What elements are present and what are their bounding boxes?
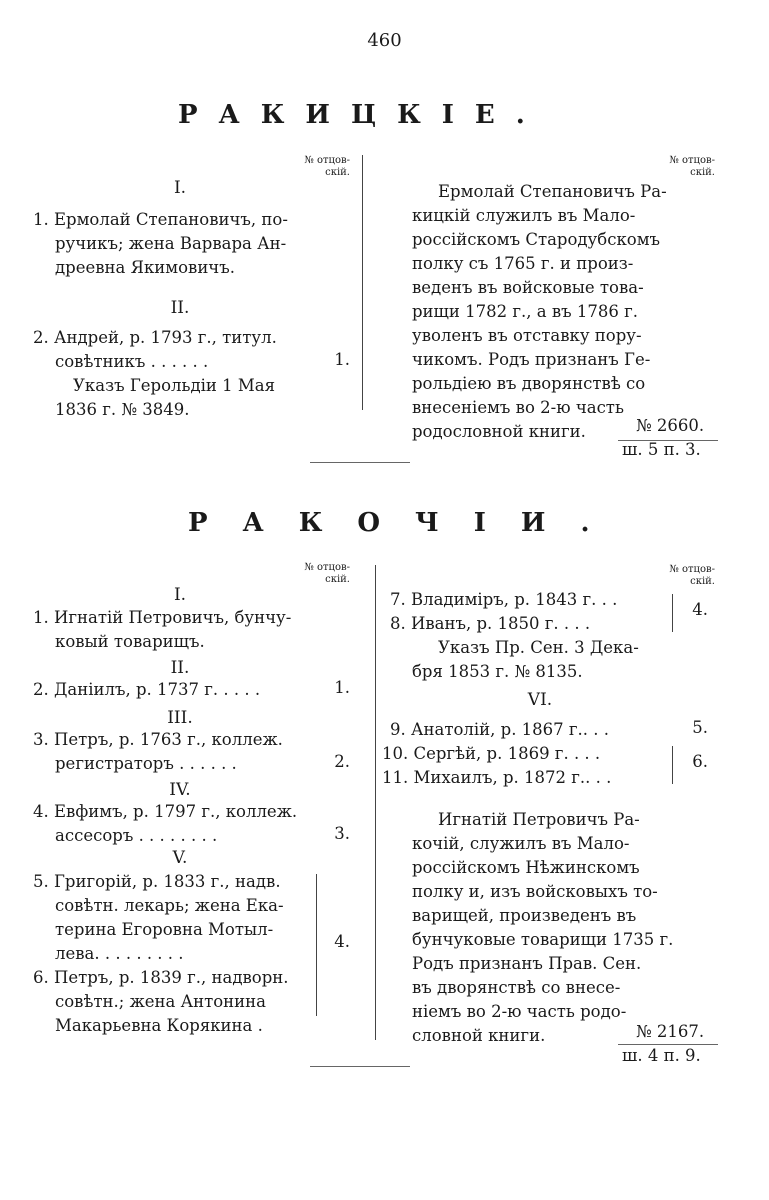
decree: Указъ Пр. Сен. 3 Дека- бря 1853 г. № 8135. <box>412 638 639 681</box>
section-separator <box>310 1066 410 1067</box>
father-number: 2. <box>334 752 350 771</box>
genealogy-entry: 2. Андрей, р. 1793 г., титул. совѣтникъ . . . . . . Указъ Герольдіи 1 Мая 1836 г. № 3849. <box>33 328 277 419</box>
father-number: 4. <box>692 600 708 619</box>
genealogy-entry: 6. Петръ, р. 1839 г., надворн. совѣтн.; жена Антонина Макарьевна Корякина . <box>33 968 289 1035</box>
genealogy-entry: 1. Ермолай Степановичъ, по- ручикъ; жена Варвара Ан- дреевна Якимовичъ. <box>33 210 288 277</box>
father-number: 4. <box>334 932 350 951</box>
column-divider <box>375 565 376 1040</box>
father-number: 5. <box>692 718 708 737</box>
genealogy-entry: 11. Михаилъ, р. 1872 г.. . . <box>382 768 612 787</box>
genealogy-entry: 8. Иванъ, р. 1850 г. . . . <box>390 614 591 633</box>
genealogy-entry: 5. Григорій, р. 1833 г., надв. совѣтн. лекарь; жена Ека- терина Егоровна Мотыл- лева. . . . . . . . . <box>33 872 284 963</box>
father-number: 6. <box>692 752 708 771</box>
generation-heading: VI. <box>527 690 553 710</box>
genealogy-entry: 9. Анатолій, р. 1867 г.. . . <box>390 720 610 739</box>
father-column-header: № отцов- скій. <box>304 155 350 178</box>
father-column-header: № отцов- скій. <box>304 562 350 585</box>
genealogy-entry: 4. Евфимъ, р. 1797 г., коллеж. ассесоръ . . . . . . . . <box>33 802 298 845</box>
genealogy-entry: 10. Сергѣй, р. 1869 г. . . . <box>382 744 601 763</box>
generation-heading: IV. <box>169 780 191 800</box>
family-note: Ермолай Степановичъ Ра- кицкій служилъ въ Мало- россійскомъ Стародубскомъ полку съ 1765 г. и произ- веденъ въ войсковые това- рищи 1782 г., а въ 1786 г. уволенъ въ отставку пору- чикомъ. Родъ признанъ Ге- рольдіею въ дворянствѣ со внесеніемъ во 2-ю часть родословной книги. <box>412 182 667 441</box>
bracket <box>672 746 673 784</box>
page-number: 460 <box>367 30 402 51</box>
generation-heading: V. <box>172 848 188 868</box>
section-title-rakochii: РАКОЧІИ. <box>188 508 625 538</box>
father-number: 1. <box>334 350 350 369</box>
genealogy-entry: 7. Владиміръ, р. 1843 г. . . <box>390 590 618 609</box>
father-number: 1. <box>334 678 350 697</box>
father-number: 3. <box>334 824 350 843</box>
generation-heading: II. <box>170 298 190 318</box>
genealogy-entry: 3. Петръ, р. 1763 г., коллеж. регистраторъ . . . . . . <box>33 730 283 773</box>
column-divider <box>362 155 363 410</box>
father-column-header: № отцов- скій. <box>669 155 715 178</box>
section-title-rakitskie: РАКИЦКІЕ. <box>178 100 546 130</box>
genealogy-entry: 2. Даніилъ, р. 1737 г. . . . . <box>33 680 261 699</box>
record-number: № 2167. <box>636 1022 705 1041</box>
section-separator <box>310 462 410 463</box>
father-column-header: № отцов- скій. <box>669 564 715 587</box>
family-note: Игнатій Петровичъ Ра- кочій, служилъ въ Мало- россійскомъ Нѣжинскомъ полку и, изъ войсковыхъ то- варищей, произведенъ въ бунчуковые товарищи 1735 г. Родъ признанъ Прав. Сен. въ дворянствѣ со внесе- ніемъ во 2-ю часть родо- словной книги. <box>412 810 674 1045</box>
record-number: № 2660. <box>636 416 705 435</box>
generation-heading: I. <box>173 585 187 605</box>
bracket <box>316 874 317 1016</box>
archive-location: ш. 4 п. 9. <box>622 1046 701 1065</box>
generation-heading: III. <box>167 708 193 728</box>
genealogy-entry: 1. Игнатій Петровичъ, бунчу- ковый товарищъ. <box>33 608 292 651</box>
generation-heading: I. <box>173 178 187 198</box>
generation-heading: II. <box>170 658 190 678</box>
archive-location: ш. 5 п. 3. <box>622 440 701 459</box>
bracket <box>672 594 673 632</box>
